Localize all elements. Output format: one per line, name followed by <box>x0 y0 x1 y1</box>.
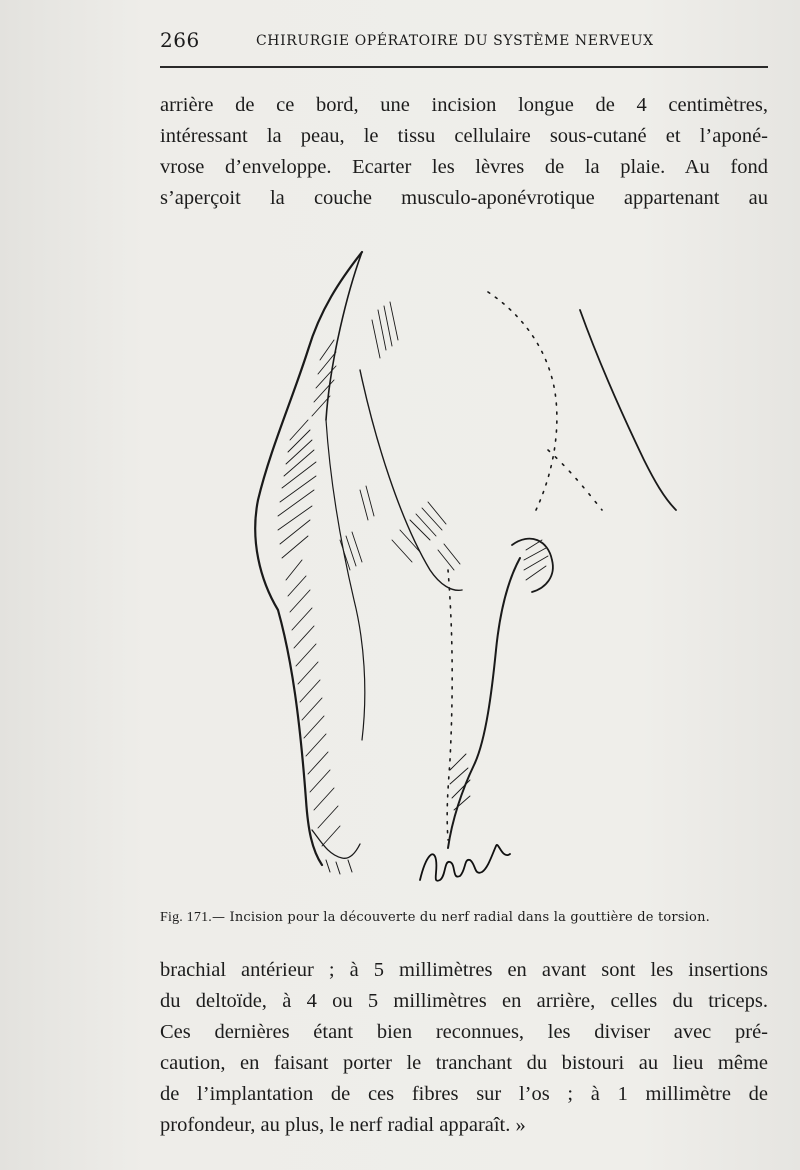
figure-label: Fig. 171. <box>160 910 212 925</box>
text-line: Ces dernières étant bien reconnues, les diviser avec pré- <box>160 1021 768 1043</box>
text-line: brachial antérieur ; à 5 millimètres en avant sont les insertions <box>160 959 768 981</box>
text-line: de l’implantation de ces fibres sur l’os ; à 1 millimètre de <box>160 1083 768 1105</box>
text-line: arrière de ce bord, une incision longue de 4 centimètres, <box>160 94 768 116</box>
text-line: profondeur, au plus, le nerf radial apparaît. » <box>160 1114 526 1136</box>
header-rule <box>160 66 768 68</box>
figure-caption <box>160 910 780 926</box>
text-line: vrose d’enveloppe. Ecarter les lèvres de la plaie. Au fond <box>160 156 768 178</box>
page-header <box>160 26 770 58</box>
anatomical-illustration <box>230 240 710 900</box>
top-paragraph <box>160 90 768 214</box>
bottom-paragraph <box>160 955 768 1141</box>
text-line: s’aperçoit la couche musculo-aponévrotique appartenant au <box>160 187 768 209</box>
caption-text: — Incision pour la découverte du nerf radial dans la gouttière de torsion. <box>211 910 710 925</box>
page-number: 266 <box>160 28 200 52</box>
text-line: intéressant la peau, le tissu cellulaire sous-cutané et l’aponé- <box>160 125 768 147</box>
text-line: caution, en faisant porter le tranchant du bistouri au lieu même <box>160 1052 768 1074</box>
text-line: du deltoïde, à 4 ou 5 millimètres en arrière, celles du triceps. <box>160 990 768 1012</box>
arm-drawing <box>230 240 710 900</box>
running-title: CHIRURGIE OPÉRATOIRE DU SYSTÈME NERVEUX <box>256 33 654 49</box>
